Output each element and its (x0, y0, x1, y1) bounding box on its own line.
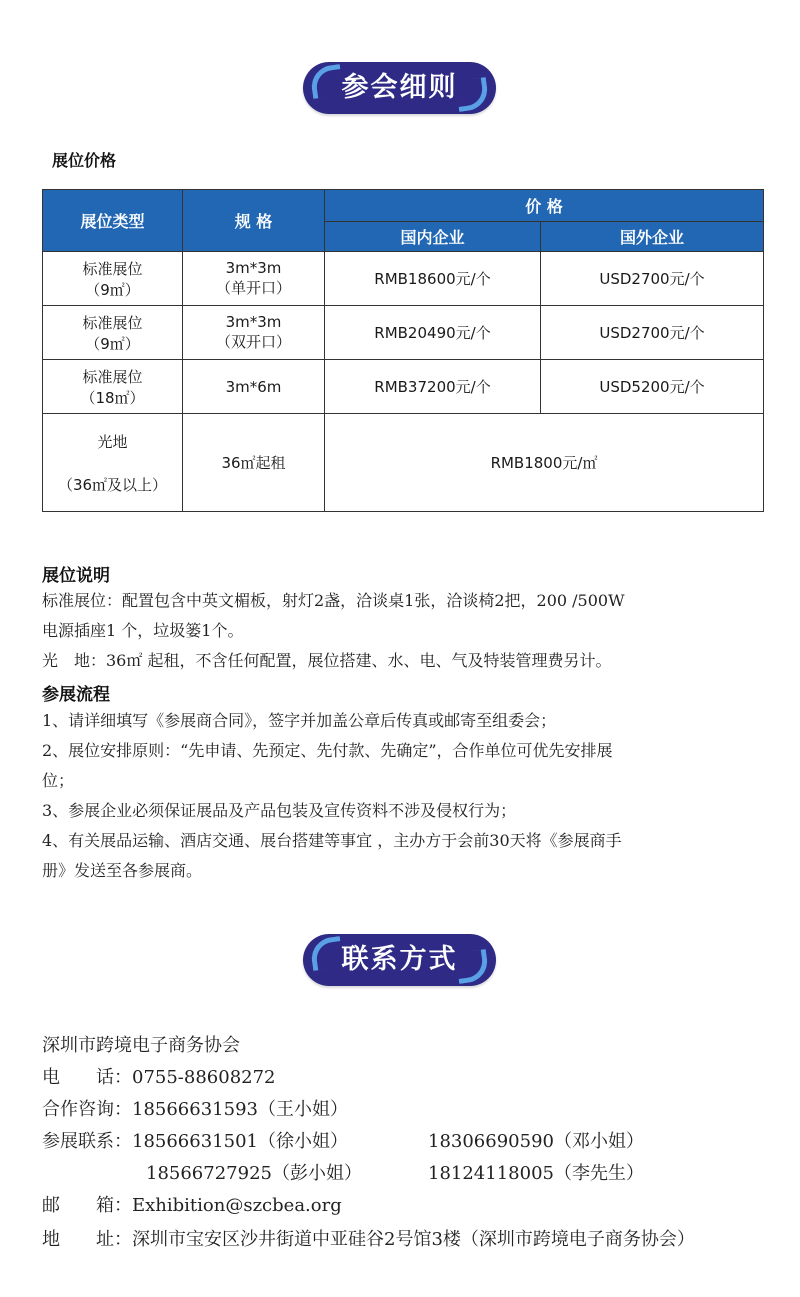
header-spec: 规 格 (183, 190, 325, 252)
process-line: 2、展位安排原则：“先申请、先预定、先付款、先确定”，合作单位可优先安排展 (42, 741, 613, 760)
booth-desc-line: 标准展位：配置包含中英文楣板，射灯2盏，洽谈桌1张，洽谈椅2把，200 /500W (42, 591, 625, 610)
exhibit-contact[interactable]: 18566631501（徐小姐） (132, 1131, 348, 1152)
cell-domestic: RMB18600元/个 (325, 252, 541, 306)
header-type: 展位类型 (43, 190, 183, 252)
banner-title: 联系方式 (341, 944, 458, 975)
table-row (43, 360, 764, 414)
process-title: 参展流程 (42, 685, 110, 705)
table-row (43, 306, 764, 360)
header-foreign: 国外企业 (541, 222, 764, 252)
exhibit-contact[interactable]: 18124118005（李先生） (428, 1163, 644, 1184)
consult-value[interactable]: 18566631593（王小姐） (132, 1099, 348, 1120)
header-price: 价 格 (325, 190, 764, 222)
cell-type: 标准展位 （9㎡） (43, 252, 183, 306)
org-name: 深圳市跨境电子商务协会 (42, 1035, 240, 1056)
process-line: 1、请详细填写《参展商合同》，签字并加盖公章后传真或邮寄至组委会； (42, 711, 557, 730)
cell-foreign: USD5200元/个 (541, 360, 764, 414)
address-value: 深圳市宝安区沙井街道中亚硅谷2号馆3楼（深圳市跨境电子商务协会） (132, 1229, 695, 1250)
email-link[interactable]: Exhibition@szcbea.org (132, 1195, 342, 1216)
cell-foreign: USD2700元/个 (541, 252, 764, 306)
table-row (43, 252, 764, 306)
table-row (43, 414, 764, 512)
exhibit-contact[interactable]: 18566727925（彭小姐） (146, 1163, 362, 1184)
process-line: 位； (42, 771, 75, 790)
cell-domestic: RMB37200元/个 (325, 360, 541, 414)
cell-type: 标准展位 （9㎡） (43, 306, 183, 360)
header-domestic: 国内企业 (325, 222, 541, 252)
cell-spec: 3m*6m (183, 360, 325, 414)
banner-title: 参会细则 (341, 72, 458, 103)
booth-desc-line: 电源插座1 个，垃圾篓1个。 (42, 621, 244, 640)
cell-type: 光地 （36㎡及以上） (43, 414, 183, 512)
process-line: 册》发送至各参展商。 (42, 861, 203, 880)
price-table (42, 189, 764, 512)
section-banner-contact (303, 934, 496, 986)
process-list (42, 706, 772, 886)
booth-desc-title: 展位说明 (42, 566, 110, 586)
booth-desc (42, 586, 772, 676)
exhibit-row (42, 1127, 348, 1157)
cell-spec: 3m*3m （双开口） (183, 306, 325, 360)
booth-desc-line: 光 地：36㎡ 起租，不含任何配置，展位搭建、水、电、气及特装管理费另计。 (42, 651, 612, 670)
cell-type: 标准展位 （18㎡） (43, 360, 183, 414)
cell-spec: 3m*3m （单开口） (183, 252, 325, 306)
cell-spec: 36㎡起租 (183, 414, 325, 512)
email-label: 邮 箱： (42, 1195, 132, 1216)
email-row (42, 1191, 342, 1221)
exhibit-contact[interactable]: 18306690590（邓小姐） (428, 1131, 644, 1152)
consult-row (42, 1095, 348, 1125)
phone-value[interactable]: 0755-88608272 (132, 1067, 276, 1088)
consult-label: 合作咨询： (42, 1099, 132, 1120)
contact-block (42, 1031, 772, 1261)
cell-price: RMB1800元/㎡ (325, 414, 764, 512)
address-row (42, 1225, 695, 1255)
phone-row (42, 1063, 276, 1093)
price-title: 展位价格 (52, 151, 117, 170)
phone-label: 电 话： (42, 1067, 132, 1088)
process-line: 4、有关展品运输、酒店交通、展台搭建等事宜 ，主办方于会前30天将《参展商手 (42, 831, 622, 850)
section-banner-rules (303, 62, 496, 114)
cell-foreign: USD2700元/个 (541, 306, 764, 360)
exhibit-label: 参展联系： (42, 1131, 132, 1152)
process-line: 3、参展企业必须保证展品及产品包装及宣传资料不涉及侵权行为； (42, 801, 517, 820)
cell-domestic: RMB20490元/个 (325, 306, 541, 360)
address-label: 地 址： (42, 1229, 132, 1250)
